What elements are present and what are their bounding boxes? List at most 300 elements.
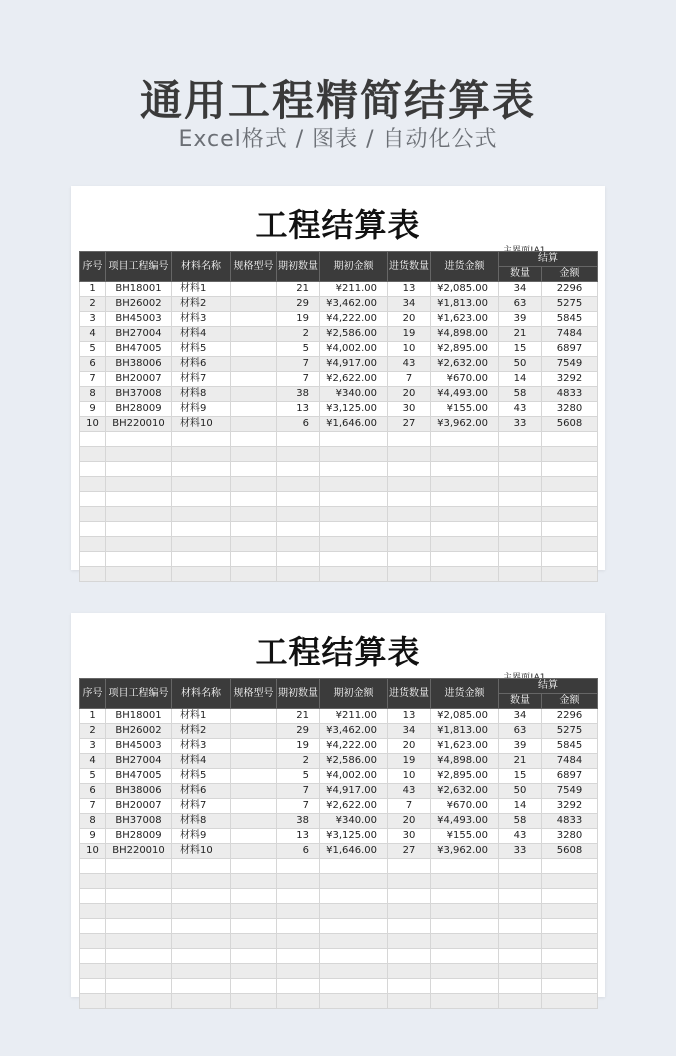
cell-settle-amt: 5608 [542,844,598,859]
cell-settle-amt: 6897 [542,342,598,357]
cell-init-amt: ¥3,462.00 [320,297,388,312]
cell-settle-amt [542,919,598,934]
cell-init-amt: ¥3,125.00 [320,829,388,844]
cell-spec [231,829,277,844]
cell-init-amt: ¥340.00 [320,387,388,402]
cell-in-amt [431,919,499,934]
cell-in-amt: ¥4,898.00 [431,754,499,769]
cell-settle-qty: 34 [499,709,542,724]
table-row [80,402,598,417]
cell-material [172,567,231,582]
cell-in-amt: ¥1,623.00 [431,739,499,754]
cell-settle-qty: 43 [499,829,542,844]
cell-code: BH47005 [106,342,172,357]
cell-spec [231,754,277,769]
cell-init-qty [277,492,320,507]
cell-code [106,432,172,447]
table-row [80,552,598,567]
cell-init-amt [320,507,388,522]
cell-init-qty [277,552,320,567]
cell-code: BH45003 [106,739,172,754]
cell-init-amt: ¥4,222.00 [320,312,388,327]
table-row [80,522,598,537]
cell-settle-qty [499,964,542,979]
table-row [80,799,598,814]
cell-code [106,934,172,949]
cell-init-amt: ¥211.00 [320,282,388,297]
cell-material: 材料10 [172,417,231,432]
cell-seq: 5 [80,769,106,784]
cell-init-amt: ¥2,622.00 [320,372,388,387]
cell-seq [80,859,106,874]
table-row [80,537,598,552]
cell-init-qty: 6 [277,417,320,432]
cell-in-amt: ¥2,895.00 [431,769,499,784]
cell-init-qty: 38 [277,814,320,829]
cell-settle-amt [542,432,598,447]
cell-in-qty [388,964,431,979]
cell-seq: 4 [80,327,106,342]
cell-settle-qty [499,919,542,934]
cell-init-qty: 7 [277,357,320,372]
cell-code [106,904,172,919]
cell-material: 材料1 [172,282,231,297]
table-row [80,567,598,582]
cell-settle-qty [499,567,542,582]
cell-settle-qty [499,889,542,904]
cell-spec [231,567,277,582]
table-row [80,904,598,919]
table-row [80,934,598,949]
cell-in-amt [431,537,499,552]
cell-settle-qty: 21 [499,327,542,342]
cell-in-qty: 19 [388,754,431,769]
cell-init-qty [277,507,320,522]
cell-init-qty: 7 [277,372,320,387]
cell-code: BH38006 [106,357,172,372]
cell-in-qty: 34 [388,724,431,739]
cell-code: BH26002 [106,724,172,739]
header-init-amt: 期初金额 [320,252,388,282]
cell-in-qty: 43 [388,784,431,799]
cell-settle-amt: 2296 [542,709,598,724]
header-in-qty: 进货数量 [388,252,431,282]
table-row [80,297,598,312]
cell-settle-qty: 43 [499,402,542,417]
cell-settle-amt: 5608 [542,417,598,432]
cell-settle-amt: 4833 [542,814,598,829]
cell-code: BH18001 [106,282,172,297]
cell-in-qty: 13 [388,282,431,297]
cell-settle-qty: 15 [499,342,542,357]
cell-in-amt [431,994,499,1009]
cell-seq: 8 [80,814,106,829]
cell-spec [231,342,277,357]
cell-init-qty [277,432,320,447]
sheet-title: 工程结算表 [255,206,421,244]
cell-spec [231,282,277,297]
cell-init-amt [320,477,388,492]
header-material: 材料名称 [172,252,231,282]
cell-init-qty [277,979,320,994]
cell-seq: 9 [80,829,106,844]
header-in-qty: 进货数量 [388,679,431,709]
cell-spec [231,904,277,919]
cell-spec [231,522,277,537]
cell-code [106,477,172,492]
table-row [80,874,598,889]
cell-in-qty: 7 [388,372,431,387]
cell-material: 材料3 [172,739,231,754]
cell-in-amt: ¥1,813.00 [431,724,499,739]
cell-in-qty: 20 [388,739,431,754]
cell-settle-qty: 33 [499,844,542,859]
cell-settle-qty [499,507,542,522]
cell-settle-amt [542,477,598,492]
cell-material [172,537,231,552]
cell-material: 材料8 [172,387,231,402]
cell-material [172,919,231,934]
cell-in-amt: ¥3,962.00 [431,417,499,432]
hero-banner [0,0,676,180]
cell-in-qty: 10 [388,769,431,784]
cell-material [172,874,231,889]
cell-in-qty: 19 [388,327,431,342]
cell-settle-amt [542,492,598,507]
cell-seq: 4 [80,754,106,769]
cell-init-amt: ¥2,586.00 [320,754,388,769]
cell-seq [80,919,106,934]
cell-seq: 9 [80,402,106,417]
cell-settle-qty [499,522,542,537]
cell-settle-qty [499,447,542,462]
cell-material [172,994,231,1009]
cell-settle-amt: 3292 [542,799,598,814]
cell-settle-qty: 63 [499,297,542,312]
cell-in-qty [388,889,431,904]
cell-material: 材料3 [172,312,231,327]
header-settle: 结算 [499,252,598,267]
cell-init-qty: 21 [277,282,320,297]
cell-settle-qty: 39 [499,739,542,754]
cell-in-qty [388,904,431,919]
cell-code [106,537,172,552]
cell-settle-qty: 21 [499,754,542,769]
cell-init-amt: ¥4,917.00 [320,784,388,799]
cell-spec [231,462,277,477]
cell-init-amt [320,934,388,949]
cell-spec [231,844,277,859]
cell-seq [80,507,106,522]
cell-in-amt: ¥1,813.00 [431,297,499,312]
cell-code [106,507,172,522]
cell-settle-amt: 7484 [542,327,598,342]
cell-settle-qty [499,537,542,552]
table-row [80,739,598,754]
cell-code [106,919,172,934]
cell-spec [231,537,277,552]
cell-seq [80,949,106,964]
table-row [80,447,598,462]
cell-init-qty: 19 [277,312,320,327]
cell-material: 材料9 [172,402,231,417]
cell-spec [231,372,277,387]
cell-settle-qty: 50 [499,784,542,799]
cell-seq: 8 [80,387,106,402]
cell-seq [80,874,106,889]
cell-spec [231,874,277,889]
cell-seq: 10 [80,844,106,859]
cell-settle-qty: 14 [499,372,542,387]
cell-settle-amt: 7484 [542,754,598,769]
cell-init-qty [277,522,320,537]
settlement-table [79,251,598,582]
cell-init-qty: 5 [277,769,320,784]
cell-in-qty: 7 [388,799,431,814]
cell-material: 材料8 [172,814,231,829]
cell-init-amt [320,859,388,874]
cell-material [172,492,231,507]
cell-in-qty: 13 [388,709,431,724]
cell-material [172,889,231,904]
table-row [80,859,598,874]
cell-init-amt: ¥340.00 [320,814,388,829]
cell-init-amt [320,904,388,919]
cell-code: BH47005 [106,769,172,784]
cell-init-qty [277,994,320,1009]
table-row [80,979,598,994]
header-code: 项目工程编号 [106,252,172,282]
cell-material [172,934,231,949]
cell-settle-amt [542,859,598,874]
cell-init-qty: 2 [277,754,320,769]
cell-spec [231,934,277,949]
cell-material [172,979,231,994]
cell-settle-qty: 34 [499,282,542,297]
cell-init-amt [320,567,388,582]
cell-init-amt: ¥2,586.00 [320,327,388,342]
cell-settle-amt [542,979,598,994]
header-code: 项目工程编号 [106,679,172,709]
cell-code [106,462,172,477]
cell-material: 材料2 [172,297,231,312]
cell-settle-amt [542,522,598,537]
cell-init-amt [320,432,388,447]
cell-init-qty: 6 [277,844,320,859]
cell-seq: 6 [80,784,106,799]
table-row [80,507,598,522]
cell-code [106,552,172,567]
cell-material [172,859,231,874]
cell-in-amt [431,889,499,904]
cell-init-amt: ¥1,646.00 [320,844,388,859]
cell-in-amt: ¥2,085.00 [431,709,499,724]
cell-in-qty [388,537,431,552]
cell-init-amt: ¥211.00 [320,709,388,724]
cell-material: 材料2 [172,724,231,739]
cell-in-qty: 20 [388,387,431,402]
cell-code: BH45003 [106,312,172,327]
cell-in-qty: 43 [388,357,431,372]
cell-material [172,964,231,979]
cell-spec [231,814,277,829]
cell-in-amt: ¥3,962.00 [431,844,499,859]
cell-init-qty [277,462,320,477]
cell-seq [80,447,106,462]
table-row [80,462,598,477]
cell-init-amt [320,949,388,964]
cell-seq [80,934,106,949]
cell-seq: 3 [80,312,106,327]
cell-material: 材料5 [172,769,231,784]
cell-init-qty: 19 [277,739,320,754]
cell-init-qty [277,904,320,919]
cell-seq: 7 [80,372,106,387]
table-row [80,312,598,327]
cell-material: 材料10 [172,844,231,859]
cell-seq [80,432,106,447]
cell-material [172,447,231,462]
cell-settle-qty [499,859,542,874]
cell-settle-amt: 3280 [542,829,598,844]
cell-in-amt [431,859,499,874]
cell-spec [231,327,277,342]
cell-seq: 2 [80,724,106,739]
table-row [80,342,598,357]
cell-in-qty: 20 [388,814,431,829]
cell-settle-amt [542,934,598,949]
cell-code: BH28009 [106,402,172,417]
cell-in-qty [388,567,431,582]
cell-settle-qty [499,492,542,507]
cell-seq [80,522,106,537]
cell-in-qty: 27 [388,417,431,432]
cell-material: 材料5 [172,342,231,357]
cell-seq [80,477,106,492]
cell-spec [231,799,277,814]
cell-init-qty [277,447,320,462]
cell-settle-amt [542,964,598,979]
cell-settle-qty: 58 [499,814,542,829]
table-row [80,829,598,844]
cell-spec [231,964,277,979]
cell-in-amt: ¥2,632.00 [431,784,499,799]
cell-init-amt [320,964,388,979]
header-material: 材料名称 [172,679,231,709]
cell-code [106,964,172,979]
cell-seq [80,889,106,904]
cell-settle-amt: 4833 [542,387,598,402]
cell-material [172,522,231,537]
header-settle: 结算 [499,679,598,694]
sheet-title: 工程结算表 [255,633,421,671]
cell-seq [80,537,106,552]
table-row [80,994,598,1009]
cell-code: BH28009 [106,829,172,844]
cell-init-amt: ¥4,002.00 [320,342,388,357]
cell-code [106,447,172,462]
header-seq: 序号 [80,679,106,709]
cell-material: 材料6 [172,357,231,372]
cell-settle-amt [542,567,598,582]
cell-settle-amt [542,507,598,522]
cell-in-qty [388,477,431,492]
cell-seq: 1 [80,709,106,724]
cell-code: BH18001 [106,709,172,724]
cell-spec [231,949,277,964]
cell-seq [80,552,106,567]
cell-spec [231,297,277,312]
cell-in-qty [388,507,431,522]
cell-init-qty: 5 [277,342,320,357]
cell-settle-amt: 6897 [542,769,598,784]
cell-in-amt: ¥670.00 [431,799,499,814]
cell-settle-amt: 5275 [542,297,598,312]
cell-code [106,889,172,904]
cell-settle-qty: 63 [499,724,542,739]
cell-material [172,552,231,567]
cell-code: BH20007 [106,799,172,814]
cell-seq: 10 [80,417,106,432]
cell-code [106,859,172,874]
table-row [80,784,598,799]
cell-spec [231,889,277,904]
cell-settle-amt: 5275 [542,724,598,739]
cell-material: 材料4 [172,754,231,769]
cell-init-qty [277,567,320,582]
cell-init-qty: 38 [277,387,320,402]
cell-init-qty: 7 [277,799,320,814]
cell-settle-amt: 5845 [542,739,598,754]
cell-init-qty: 29 [277,724,320,739]
header-settle-qty: 数量 [499,694,542,709]
cell-init-qty: 29 [277,297,320,312]
cell-spec [231,919,277,934]
cell-in-amt [431,904,499,919]
cell-spec [231,994,277,1009]
cell-material: 材料9 [172,829,231,844]
cell-spec [231,769,277,784]
cell-in-amt [431,462,499,477]
cell-seq [80,462,106,477]
cell-settle-amt [542,552,598,567]
cell-spec [231,477,277,492]
settlement-table [79,678,598,1009]
cell-seq: 1 [80,282,106,297]
cell-settle-qty [499,432,542,447]
cell-settle-amt [542,874,598,889]
table-row [80,492,598,507]
cell-in-amt: ¥1,623.00 [431,312,499,327]
cell-seq [80,567,106,582]
cell-code: BH37008 [106,387,172,402]
cell-code: BH37008 [106,814,172,829]
header-seq: 序号 [80,252,106,282]
header-settle-amt: 金额 [542,267,598,282]
cell-in-amt: ¥155.00 [431,829,499,844]
cell-init-qty [277,934,320,949]
cell-init-amt [320,537,388,552]
cell-code: BH220010 [106,417,172,432]
cell-code: BH27004 [106,754,172,769]
cell-settle-qty: 14 [499,799,542,814]
cell-settle-qty [499,949,542,964]
cell-in-amt [431,964,499,979]
hero-subtitle: Excel格式 / 图表 / 自动化公式 [178,127,498,152]
cell-material: 材料7 [172,799,231,814]
table-row [80,724,598,739]
cell-in-qty [388,522,431,537]
